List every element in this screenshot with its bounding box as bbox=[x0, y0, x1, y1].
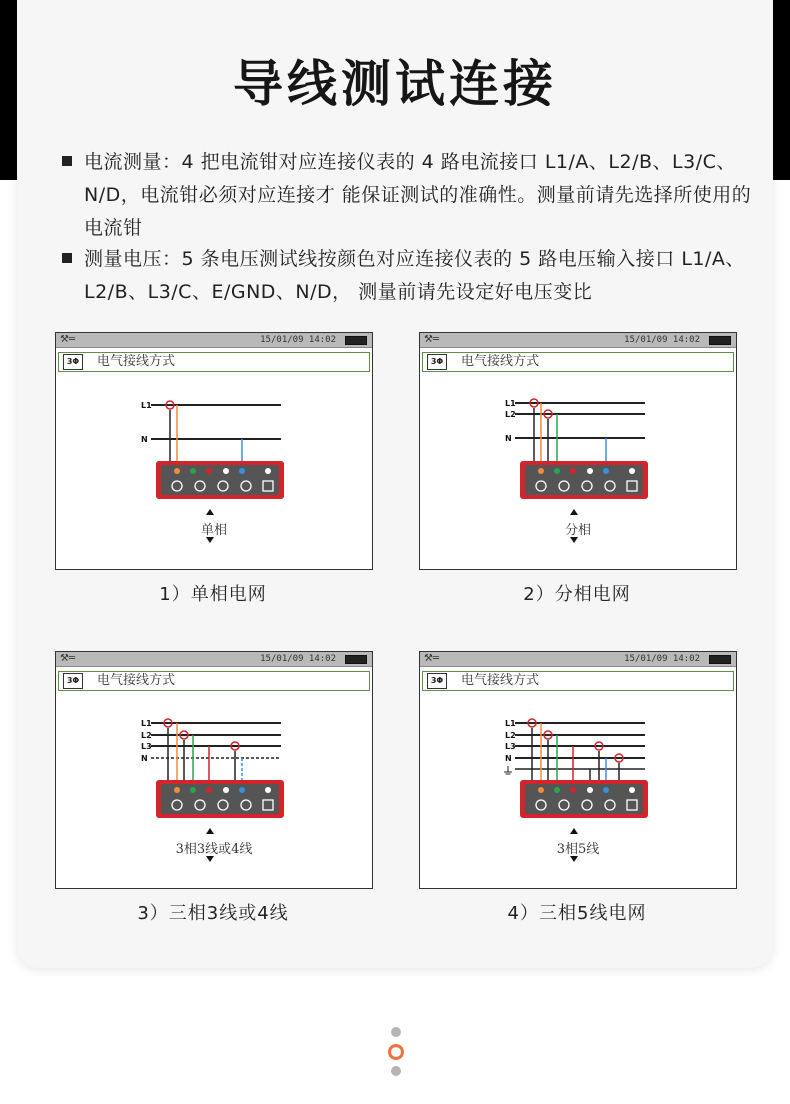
status-bar bbox=[56, 652, 372, 667]
datetime: 15/01/09 14:02 bbox=[624, 654, 700, 664]
bullet-text: 测量电压：5 条电压测试线按颜色对应连接仪表的 5 路电压输入接口 L1/A、L2/B、L3/C、E/GND、N/D， 测量前请先设定好电压变比 bbox=[84, 248, 745, 303]
wiring-panel-single-phase bbox=[55, 332, 373, 570]
line-label: L1 bbox=[141, 401, 152, 410]
panel-header bbox=[58, 352, 370, 372]
three-phase-icon: 3Φ bbox=[427, 673, 447, 689]
line-label: L2 bbox=[505, 731, 516, 740]
bullet-text: 电流测量：4 把电流钳对应连接仪表的 4 路电流接口 L1/A、L2/B、L3/C、N/D，电流钳必须对应连接才 能保证测试的准确性。测量前请先选择所使用的电流钳 bbox=[84, 151, 752, 239]
panel-header-text: 电气接线方式 bbox=[97, 673, 176, 688]
page-title: 导线测试连接 bbox=[233, 55, 557, 113]
panel-header bbox=[422, 671, 734, 691]
triangle-up-icon bbox=[570, 828, 578, 834]
wrench-icon: ⚒═ bbox=[424, 334, 439, 345]
battery-icon bbox=[709, 336, 731, 345]
triangle-down-icon bbox=[570, 856, 578, 862]
wrench-icon: ⚒═ bbox=[60, 653, 75, 664]
datetime: 15/01/09 14:02 bbox=[624, 335, 700, 345]
battery-icon bbox=[709, 655, 731, 664]
caption-3: 3）三相3线或4线 bbox=[137, 903, 289, 924]
line-label: L1 bbox=[505, 719, 516, 728]
wiring-panel-split-phase bbox=[419, 332, 737, 570]
page-dot-active[interactable] bbox=[388, 1044, 404, 1060]
bullet-square-icon bbox=[62, 253, 72, 263]
line-label: N bbox=[505, 754, 512, 763]
triangle-down-icon bbox=[206, 537, 214, 543]
status-bar bbox=[420, 652, 736, 667]
line-label: N bbox=[141, 435, 148, 444]
line-label: L1 bbox=[505, 399, 516, 408]
wiring-diagram bbox=[420, 692, 736, 824]
panel-header-text: 电气接线方式 bbox=[461, 673, 540, 688]
caption-2: 2）分相电网 bbox=[523, 584, 631, 605]
wiring-panel-three-phase-3-4-wire bbox=[55, 651, 373, 889]
panel-header-text: 电气接线方式 bbox=[97, 354, 176, 369]
status-bar bbox=[420, 333, 736, 348]
three-phase-icon: 3Φ bbox=[63, 673, 83, 689]
page-indicator bbox=[388, 1025, 404, 1080]
wiring-diagram bbox=[56, 692, 372, 824]
triangle-up-icon bbox=[206, 509, 214, 515]
panel-header bbox=[58, 671, 370, 691]
panel-header-text: 电气接线方式 bbox=[461, 354, 540, 369]
page-dot[interactable] bbox=[391, 1027, 401, 1037]
mode-label: 3相3线或4线 bbox=[175, 842, 253, 857]
mode-label: 单相 bbox=[200, 523, 227, 538]
line-label: L3 bbox=[505, 742, 516, 751]
mode-label: 3相5线 bbox=[556, 842, 600, 857]
line-label: L2 bbox=[141, 731, 152, 740]
bullet-square-icon bbox=[62, 156, 72, 166]
wiring-diagram bbox=[56, 373, 372, 505]
triangle-up-icon bbox=[206, 828, 214, 834]
three-phase-icon: 3Φ bbox=[63, 354, 83, 370]
status-bar bbox=[56, 333, 372, 348]
triangle-up-icon bbox=[570, 509, 578, 515]
mode-label: 分相 bbox=[564, 523, 591, 538]
wrench-icon: ⚒═ bbox=[60, 334, 75, 345]
datetime: 15/01/09 14:02 bbox=[260, 654, 336, 664]
caption-4: 4）三相5线电网 bbox=[507, 903, 647, 924]
line-label: L1 bbox=[141, 719, 152, 728]
wiring-panel-three-phase-5-wire bbox=[419, 651, 737, 889]
triangle-down-icon bbox=[206, 856, 214, 862]
battery-icon bbox=[345, 655, 367, 664]
line-label: N bbox=[505, 434, 512, 443]
datetime: 15/01/09 14:02 bbox=[260, 335, 336, 345]
battery-icon bbox=[345, 336, 367, 345]
triangle-down-icon bbox=[570, 537, 578, 543]
wrench-icon: ⚒═ bbox=[424, 653, 439, 664]
caption-1: 1）单相电网 bbox=[159, 584, 267, 605]
line-label: L2 bbox=[505, 410, 516, 419]
line-label: L3 bbox=[141, 742, 152, 751]
line-label: N bbox=[141, 754, 148, 763]
page-dot[interactable] bbox=[391, 1066, 401, 1076]
three-phase-icon: 3Φ bbox=[427, 354, 447, 370]
panel-header bbox=[422, 352, 734, 372]
wiring-diagram bbox=[420, 373, 736, 505]
